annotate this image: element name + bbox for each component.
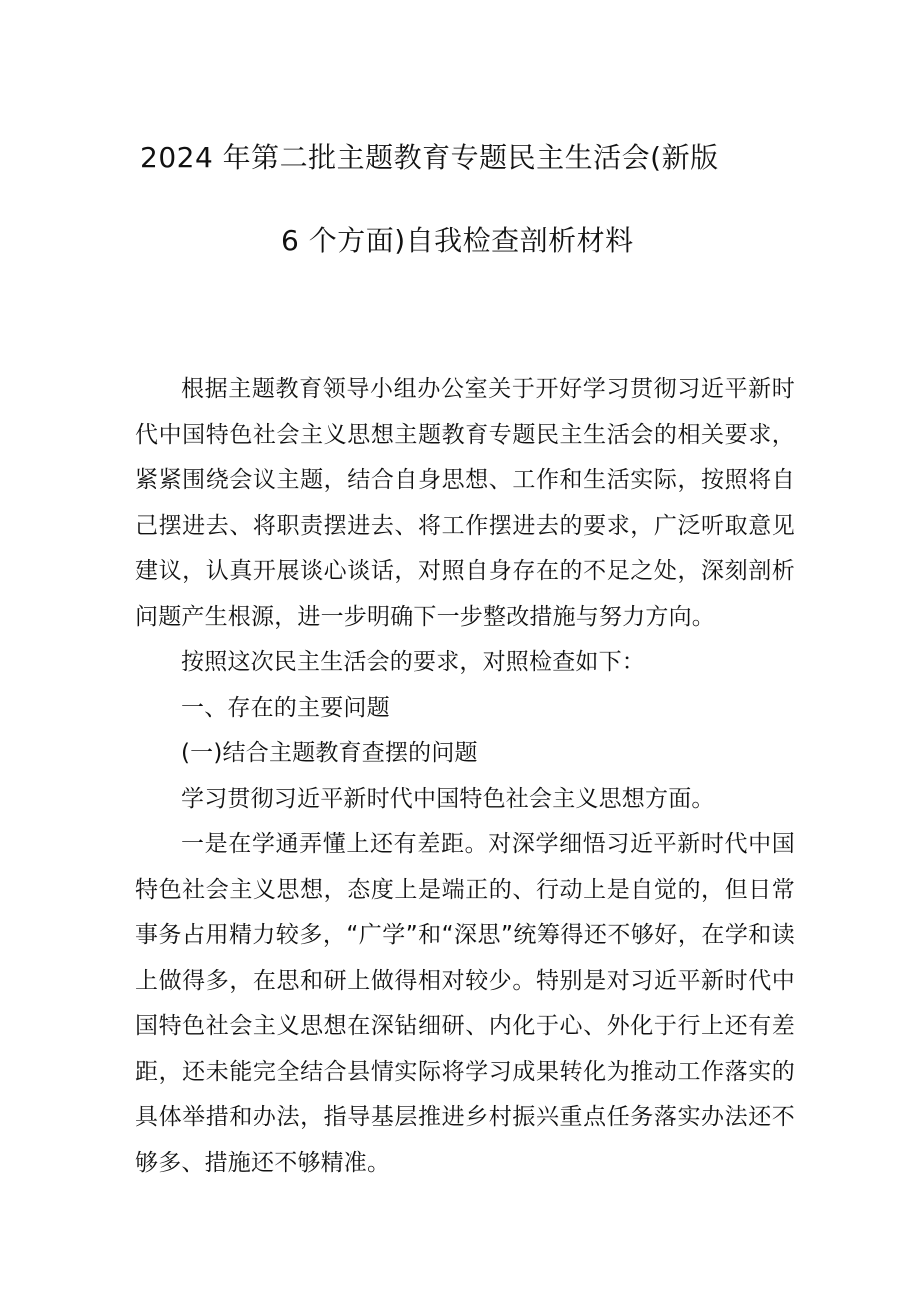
document-title-line-2: 6 个方面)自我检查剖析材料 [281, 224, 634, 257]
intro-paragraph: 根据主题教育领导小组办公室关于开好学习贯彻习近平新时代中国特色社会主义思想主题教育专题民主生活会的相关要求，紧紧围绕会议主题，结合自身思想、工作和生活实际，按照将自己摆进去、将职责摆进去、将工作摆进去的要求，广泛听取意见建议，认真开展谈心谈话，对照自身存在的不足之处，深刻剖析问题产生根源，进一步明确下一步整改措施与努力方向。 [135, 376, 795, 630]
document-body [135, 367, 795, 1186]
subsection-heading: (一)结合主题教育查摆的问题 [181, 740, 478, 766]
issue-paragraph: 一是在学通弄懂上还有差距。对深学细悟习近平新时代中国特色社会主义思想，态度上是端正的、行动上是自觉的，但日常事务占用精力较多，“广学”和“深思”统筹得还不够好，在学和读上做得多，在思和研上做得相对较少。特别是对习近平新时代中国特色社会主义思想在深钻细研、内化于心、外化于行上还有差距，还未能完全结合县情实际将学习成果转化为推动工作落实的具体举措和办法，指导基层推进乡村振兴重点任务落实办法还不够多、措施还不够精准。 [135, 831, 795, 1176]
topic-paragraph: 学习贯彻习近平新时代中国特色社会主义思想方面。 [181, 785, 715, 812]
check-intro-paragraph: 按照这次民主生活会的要求，对照检查如下： [181, 649, 645, 675]
section-heading: 一、存在的主要问题 [181, 694, 390, 721]
document-title-line-1: 2024 年第二批主题教育专题民主生活会(新版 [140, 141, 719, 174]
